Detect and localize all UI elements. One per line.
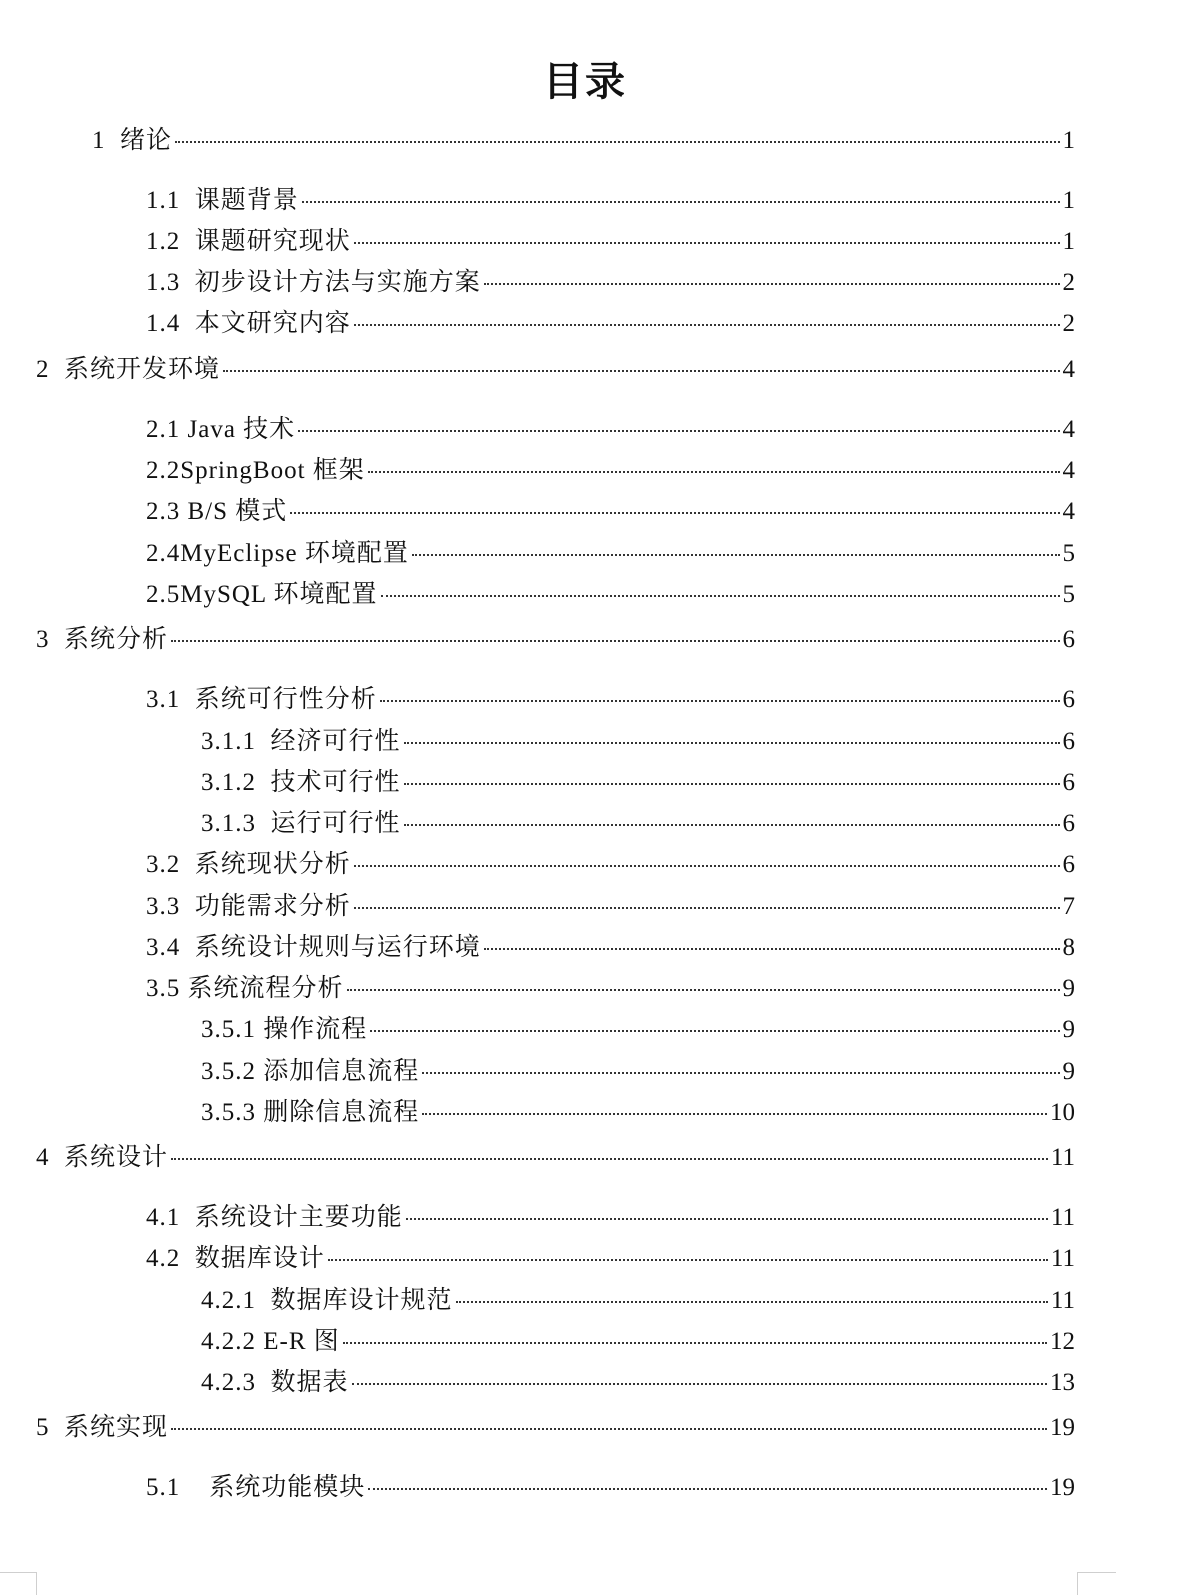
toc-page-number: 2	[1062, 310, 1075, 337]
toc-entry[interactable]	[146, 683, 1075, 717]
toc-dot-leader	[175, 141, 1059, 143]
toc-entry-text: 3.1.2 技术可行性	[201, 769, 401, 796]
toc-dot-leader	[456, 1301, 1048, 1303]
toc-page-number: 19	[1050, 1414, 1075, 1441]
toc-entry-text: 3.1 系统可行性分析	[146, 686, 377, 713]
toc-entry-text: 3.5 系统流程分析	[146, 975, 344, 1002]
toc-entry-text: 1 绪论	[92, 127, 173, 154]
toc-page-number: 4	[1062, 416, 1075, 443]
toc-entry-text: 3 系统分析	[36, 626, 169, 653]
toc-dot-leader	[406, 1218, 1048, 1220]
toc-page-number: 4	[1062, 356, 1075, 383]
toc-dot-leader	[290, 512, 1059, 514]
toc-entry[interactable]	[146, 931, 1075, 965]
toc-page-number: 11	[1050, 1204, 1075, 1231]
toc-dot-leader	[368, 1488, 1047, 1490]
toc-page-number: 2	[1062, 269, 1075, 296]
toc-entry[interactable]	[146, 972, 1075, 1006]
toc-entry-text: 4.2.2 E-R 图	[201, 1328, 340, 1355]
toc-page-number: 1	[1062, 228, 1075, 255]
toc-entry[interactable]	[201, 1325, 1075, 1359]
toc-entry-text: 4.2 数据库设计	[146, 1245, 325, 1272]
toc-entry-text: 1.4 本文研究内容	[146, 310, 351, 337]
toc-entry[interactable]	[146, 413, 1075, 447]
toc-page-number: 9	[1062, 1016, 1075, 1043]
toc-page-number: 6	[1062, 728, 1075, 755]
toc-page-number: 6	[1062, 769, 1075, 796]
toc-dot-leader	[484, 948, 1060, 950]
toc-page-number: 9	[1062, 975, 1075, 1002]
toc-entry-text: 2.4MyEclipse 环境配置	[146, 540, 409, 567]
toc-entry-text: 4.1 系统设计主要功能	[146, 1204, 403, 1231]
toc-dot-leader	[422, 1113, 1047, 1115]
toc-entry[interactable]	[146, 890, 1075, 924]
toc-entry-text: 3.1.3 运行可行性	[201, 810, 401, 837]
toc-entry-text: 2.1 Java 技术	[146, 416, 296, 443]
toc-entry[interactable]	[146, 1201, 1075, 1235]
toc-dot-leader	[171, 640, 1059, 642]
toc-dot-leader	[343, 1342, 1047, 1344]
toc-page-number: 11	[1050, 1245, 1075, 1272]
toc-page-number: 11	[1050, 1144, 1075, 1171]
toc-page-number: 9	[1062, 1058, 1075, 1085]
toc-page-number: 11	[1050, 1287, 1075, 1314]
toc-dot-leader	[354, 865, 1060, 867]
toc-page-number: 5	[1062, 581, 1075, 608]
toc-entry-text: 1.2 课题研究现状	[146, 228, 351, 255]
toc-entry[interactable]	[146, 848, 1075, 882]
toc-page-number: 6	[1062, 686, 1075, 713]
toc-entry-text: 3.5.1 操作流程	[201, 1016, 368, 1043]
toc-entry-text: 2.3 B/S 模式	[146, 498, 288, 525]
toc-entry[interactable]	[201, 1055, 1075, 1089]
page-corner-mark-left	[0, 1572, 37, 1595]
page-corner-mark-right	[1077, 1572, 1116, 1595]
toc-page-number: 1	[1062, 187, 1075, 214]
toc-dot-leader	[381, 595, 1060, 597]
toc-entry-text: 2.2SpringBoot 框架	[146, 457, 365, 484]
toc-entry-text: 5 系统实现	[36, 1414, 169, 1441]
toc-page-number: 5	[1062, 540, 1075, 567]
toc-entry[interactable]	[92, 124, 1075, 158]
toc-dot-leader	[223, 370, 1059, 372]
toc-entry[interactable]	[36, 1411, 1075, 1445]
toc-page-number: 1	[1062, 127, 1075, 154]
toc-page-number: 8	[1062, 934, 1075, 961]
toc-entry[interactable]	[201, 807, 1075, 841]
toc-entry[interactable]	[146, 495, 1075, 529]
toc-page-number: 19	[1050, 1474, 1075, 1501]
toc-dot-leader	[328, 1259, 1048, 1261]
toc-entry[interactable]	[201, 725, 1075, 759]
toc-dot-leader	[404, 783, 1060, 785]
toc-dot-leader	[380, 700, 1060, 702]
toc-entry[interactable]	[146, 578, 1075, 612]
toc-dot-leader	[298, 430, 1059, 432]
toc-entry-text: 4.2.3 数据表	[201, 1369, 349, 1396]
toc-entry[interactable]	[201, 1366, 1075, 1400]
toc-entry[interactable]	[146, 307, 1075, 341]
toc-entry-text: 4.2.1 数据库设计规范	[201, 1287, 453, 1314]
toc-entry-text: 3.5.3 删除信息流程	[201, 1099, 420, 1126]
toc-entry[interactable]	[36, 353, 1075, 387]
toc-entry-text: 3.3 功能需求分析	[146, 893, 351, 920]
toc-entry[interactable]	[146, 184, 1075, 218]
toc-page-number: 7	[1062, 893, 1075, 920]
toc-entry-text: 2.5MySQL 环境配置	[146, 581, 378, 608]
toc-entry-text: 1.1 课题背景	[146, 187, 299, 214]
toc-entry-text: 3.5.2 添加信息流程	[201, 1058, 420, 1085]
toc-entry-text: 1.3 初步设计方法与实施方案	[146, 269, 481, 296]
toc-page-number: 13	[1050, 1369, 1075, 1396]
toc-page-number: 4	[1062, 457, 1075, 484]
toc-page-number: 10	[1050, 1099, 1075, 1126]
toc-entry[interactable]	[146, 1471, 1075, 1505]
toc-entry[interactable]	[146, 454, 1075, 488]
toc-page-number: 6	[1062, 810, 1075, 837]
toc-dot-leader	[422, 1072, 1059, 1074]
toc-entry[interactable]	[36, 1141, 1075, 1175]
toc-dot-leader	[370, 1030, 1059, 1032]
toc-dot-leader	[302, 201, 1060, 203]
toc-dot-leader	[404, 742, 1060, 744]
toc-entry[interactable]	[201, 1096, 1075, 1130]
toc-dot-leader	[368, 471, 1060, 473]
toc-dot-leader	[171, 1158, 1048, 1160]
toc-entry-text: 3.4 系统设计规则与运行环境	[146, 934, 481, 961]
toc-dot-leader	[354, 324, 1060, 326]
toc-entry[interactable]	[146, 537, 1075, 571]
toc-dot-leader	[352, 1383, 1047, 1385]
toc-page-number: 12	[1050, 1328, 1075, 1355]
toc-page-number: 6	[1062, 626, 1075, 653]
toc-dot-leader	[347, 989, 1060, 991]
toc-entry-text: 5.1 系统功能模块	[146, 1474, 366, 1501]
toc-page-number: 4	[1062, 498, 1075, 525]
toc-entry[interactable]	[201, 1284, 1075, 1318]
toc-entry[interactable]	[201, 766, 1075, 800]
toc-dot-leader	[404, 824, 1060, 826]
toc-entry-text: 3.2 系统现状分析	[146, 851, 351, 878]
toc-entry[interactable]	[36, 623, 1075, 657]
toc-entry[interactable]	[146, 266, 1075, 300]
toc-title: 目录	[543, 59, 627, 105]
toc-entry[interactable]	[146, 225, 1075, 259]
toc-dot-leader	[354, 242, 1060, 244]
toc-entry-text: 2 系统开发环境	[36, 356, 221, 383]
toc-page-number: 6	[1062, 851, 1075, 878]
toc-entry[interactable]	[201, 1013, 1075, 1047]
toc-entry-text: 3.1.1 经济可行性	[201, 728, 401, 755]
toc-entry[interactable]	[146, 1242, 1075, 1276]
toc-dot-leader	[412, 554, 1060, 556]
toc-entry-text: 4 系统设计	[36, 1144, 169, 1171]
toc-dot-leader	[171, 1428, 1047, 1430]
toc-dot-leader	[484, 283, 1060, 285]
toc-dot-leader	[354, 907, 1060, 909]
